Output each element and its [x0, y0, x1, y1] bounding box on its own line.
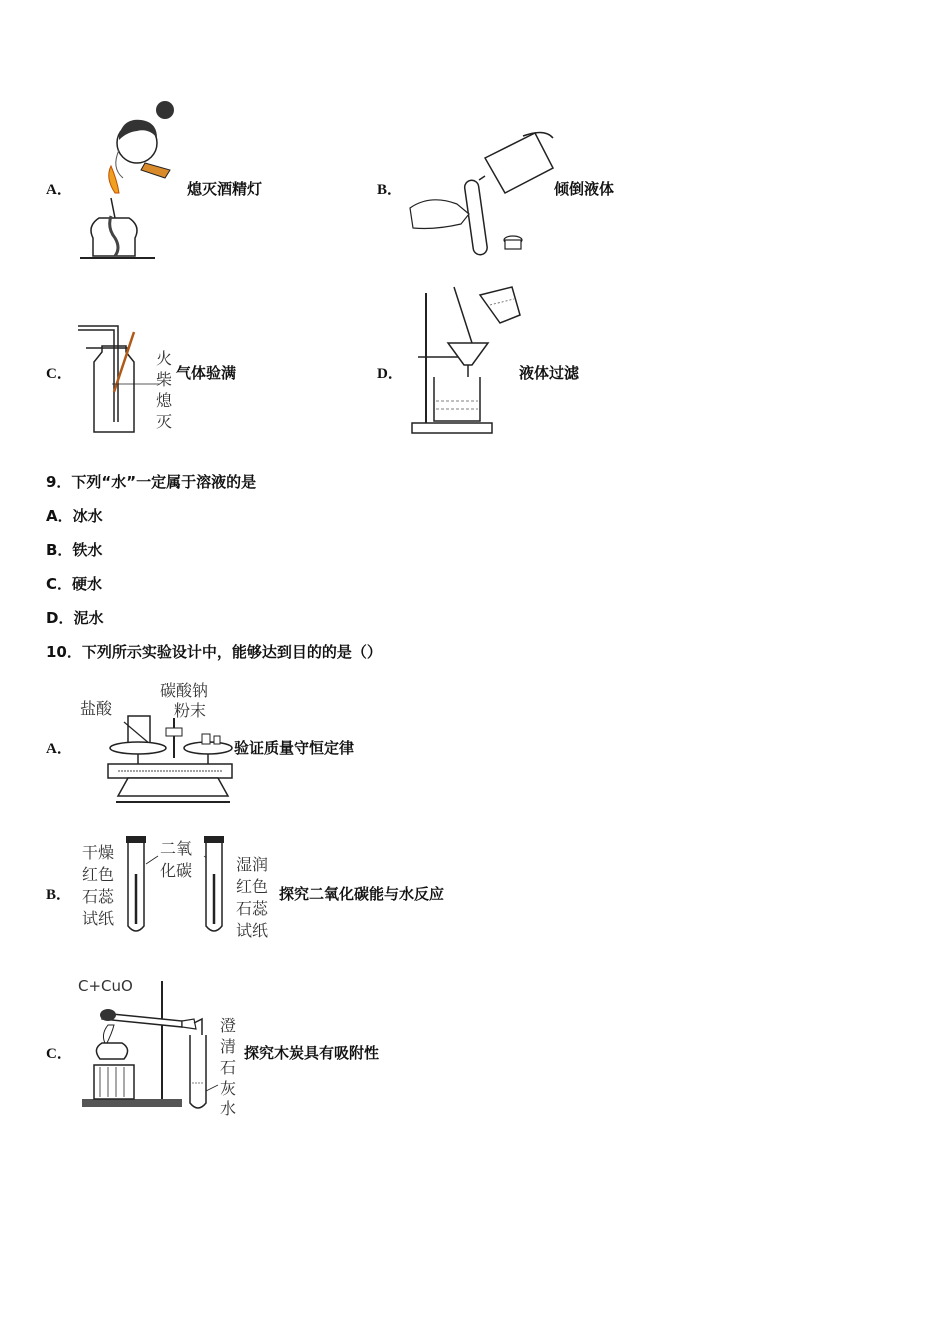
match-label-2: 柴	[156, 370, 173, 389]
match-label-4: 灭	[156, 412, 173, 431]
label-dry-2: 红色	[82, 865, 115, 884]
label-dry-4: 试纸	[82, 909, 115, 928]
caption-8d: 液体过滤	[519, 364, 580, 382]
figure-gas-test	[76, 322, 176, 438]
label-limewater-2: 清	[220, 1037, 237, 1056]
label-limewater-4: 灰	[220, 1079, 237, 1098]
figure-litmus-tubes	[80, 834, 280, 940]
figure-pour-liquid	[405, 128, 555, 263]
label-dry-1: 干燥	[82, 843, 115, 862]
label-c-cuo: C+CuO	[78, 977, 133, 995]
option-letter-10b: B．	[46, 887, 72, 903]
label-hydrochloric-acid: 盐酸	[80, 699, 113, 718]
label-dry-3: 石蕊	[82, 887, 115, 906]
caption-10b: 探究二氧化碳能与水反应	[279, 885, 445, 903]
option-9d: D．泥水	[46, 609, 104, 627]
option-9c: C．硬水	[46, 575, 103, 593]
option-9a: A．冰水	[46, 507, 103, 525]
label-co2-2: 化碳	[160, 861, 193, 880]
figure-carbon-reduction	[78, 975, 244, 1118]
option-letter-10a: A．	[46, 741, 72, 757]
caption-8a: 熄灭酒精灯	[187, 180, 263, 198]
option-9b: B．铁水	[46, 541, 103, 559]
option-letter-10c: C．	[46, 1046, 72, 1062]
label-wet-3: 石蕊	[236, 899, 269, 918]
question-10-stem: 10．下列所示实验设计中，能够达到目的的是（）	[46, 643, 382, 661]
question-9-stem: 9．下列“水”一定属于溶液的是	[46, 473, 257, 491]
option-letter-8c: C．	[46, 366, 72, 382]
match-label-1: 火	[156, 349, 173, 368]
label-limewater-1: 澄	[220, 1016, 237, 1035]
label-wet-1: 湿润	[236, 855, 269, 874]
figure-extinguish-lamp	[75, 98, 190, 264]
label-wet-4: 试纸	[236, 921, 269, 940]
option-letter-8b: B．	[377, 182, 403, 198]
label-limewater-3: 石	[220, 1058, 237, 1077]
option-letter-8d: D．	[377, 366, 403, 382]
label-limewater-5: 水	[220, 1099, 237, 1118]
caption-8c: 气体验满	[176, 364, 237, 382]
label-sodium-carbonate: 碳酸钠	[160, 681, 209, 700]
label-wet-2: 红色	[236, 877, 269, 896]
caption-10a: 验证质量守恒定律	[234, 739, 355, 757]
figure-balance	[78, 678, 238, 810]
caption-8b: 倾倒液体	[554, 180, 615, 198]
caption-10c: 探究木炭具有吸附性	[244, 1044, 380, 1062]
label-co2-1: 二氧	[160, 839, 193, 858]
figure-filtration	[410, 285, 522, 437]
option-letter-8a: A．	[46, 182, 72, 198]
label-powder: 粉末	[174, 701, 207, 720]
match-label-3: 熄	[156, 391, 173, 410]
